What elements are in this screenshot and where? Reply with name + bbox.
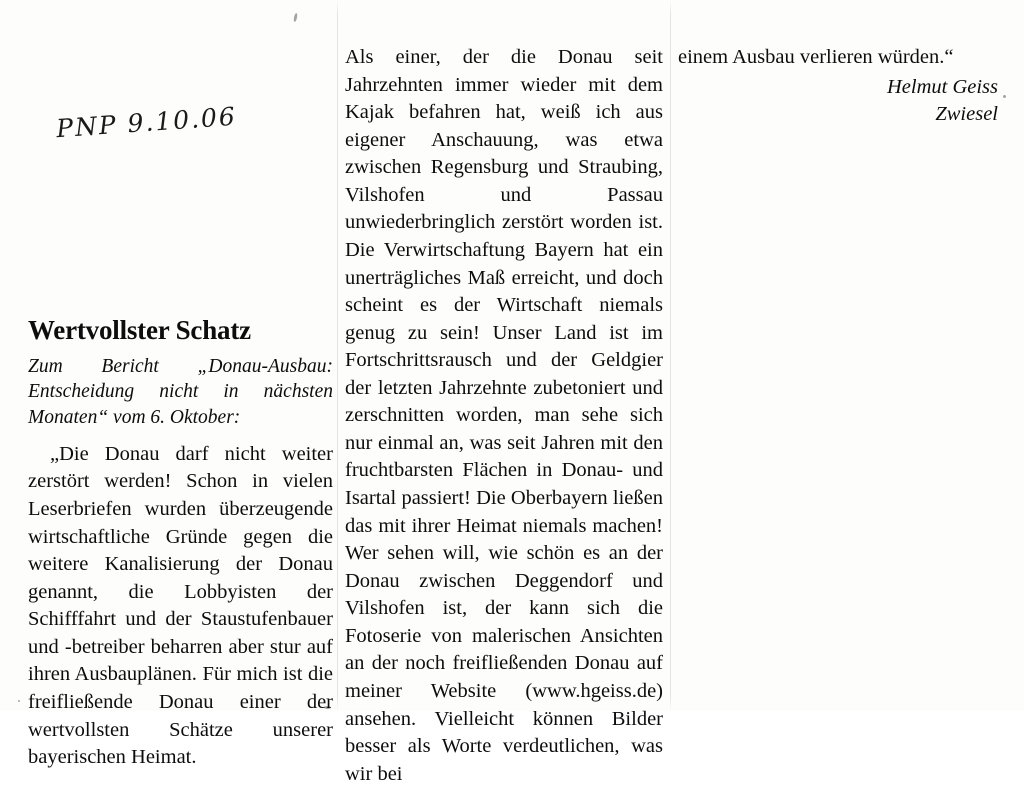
handwritten-date-annotation: PNP 9.10.06 bbox=[55, 101, 238, 144]
article-column-third bbox=[678, 44, 998, 129]
article-paragraph: einem Ausbau verlieren würden.“ bbox=[678, 46, 954, 68]
article-paragraph: Als einer, der die Donau seit Jahrzehnten immer wieder mit dem Kajak befahren hat, weiß ich aus eigener Anschauung, was etwa zwischen Regensburg und Straubing, Vilshofen und Passau unwiederbringlich zerstört worden ist. Die Verwirtschaftung Bayern hat ein unerträgliches Maß erreicht, und doch scheint es der Wirtschaft niemals genug zu sein! Unser Land ist im Fortschrittsrausch und der Geldgier der letzten Jahrzehnte zubetoniert und zerschnitten worden, man sehe sich nur einmal an, was seit Jahren mit den fruchtbarsten Flächen in Donau- und Isartal passiert! Die Oberbayern ließen das mit ihrer Heimat niemals machen! Wer sehen will, wie schön es an der Donau zwischen Deggendorf und Vilshofen ist, der kann sich die Fotoserie von malerischen Ansichten an der noch freifließenden Donau auf meiner Website (www.hgeiss.de) ansehen. Vielleicht können Bilder besser als Worte verdeutlichen, was wir bei bbox=[345, 46, 663, 785]
article-standfirst: Zum Bericht „Donau-Ausbau: Entscheidung nicht in nächsten Monaten“ vom 6. Oktober: bbox=[28, 355, 333, 429]
article-paragraph: „Die Donau darf nicht weiter zerstört werden! Schon in vielen Leserbriefen wurden überzeugende wirtschaftliche Gründe gegen die weitere Kanalisierung der Donau genannt, die Lobbyisten der Schifffahrt und der Staustufenbauer und -betreiber beharren aber stur auf ihren Ausbauplänen. Für mich ist die freifließende Donau einer der wertvollsten Schätze unserer bayerischen Heimat. bbox=[28, 442, 333, 769]
signature-name: Helmut Geiss bbox=[886, 75, 998, 98]
article-column-second bbox=[345, 44, 663, 788]
scan-speck bbox=[1003, 95, 1006, 98]
article-headline: Wertvollster Schatz bbox=[28, 315, 251, 345]
article-signature bbox=[678, 74, 998, 129]
scan-speck bbox=[293, 13, 298, 22]
article-column-first bbox=[28, 316, 333, 772]
scan-speck bbox=[18, 700, 20, 702]
column-rule-left bbox=[337, 0, 338, 711]
signature-place: Zwiesel bbox=[935, 103, 998, 126]
column-rule-right bbox=[670, 0, 671, 711]
